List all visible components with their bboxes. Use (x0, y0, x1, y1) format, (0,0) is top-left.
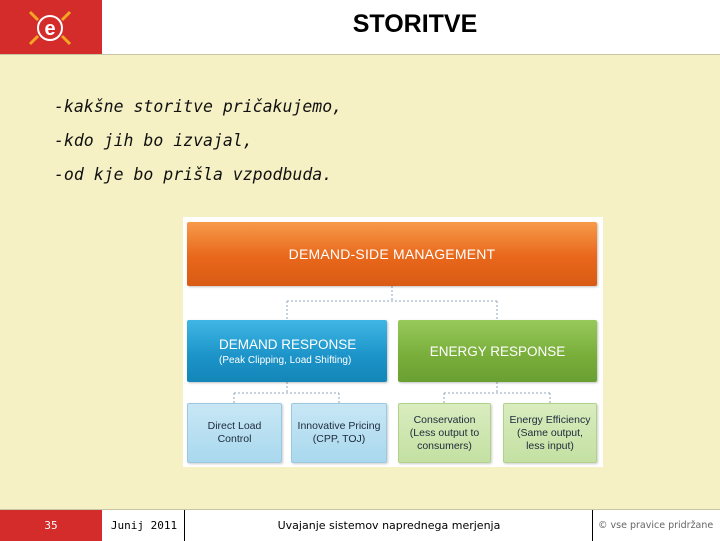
slide-title: STORITVE (352, 10, 478, 38)
leaf-line: Conservation (413, 413, 476, 426)
leaf-line: (Less output to (409, 426, 480, 439)
slide-header (0, 0, 720, 55)
leaf-line: less input) (526, 439, 574, 452)
footer-presentation-title: Uvajanje sistemov naprednega merjenja (186, 510, 593, 541)
bullet-list (54, 95, 342, 197)
demand-response-box (187, 320, 387, 382)
leaf-line: (CPP, TOJ) (312, 433, 366, 445)
logo-letter: e (44, 18, 56, 40)
leaf-line: consumers) (417, 439, 472, 452)
energy-response-box: ENERGY RESPONSE (398, 320, 597, 382)
leaf-conservation (398, 403, 491, 463)
leaf-line: (Same output, (517, 426, 583, 439)
e-logo-icon (0, 0, 102, 54)
leaf-line: Control (217, 433, 252, 445)
dsm-box: DEMAND-SIDE MANAGEMENT (187, 222, 597, 286)
bullet-item: -od kje bo prišla vzpodbuda. (54, 165, 333, 184)
leaf-innovative-pricing (291, 403, 387, 463)
leaf-direct-load-control (187, 403, 282, 463)
slide-footer (0, 509, 720, 541)
page-number: 35 (0, 510, 102, 541)
logo (0, 0, 102, 54)
dsm-diagram (183, 217, 603, 467)
demand-response-title: DEMAND RESPONSE (219, 336, 357, 352)
leaf-line: Direct Load (207, 420, 262, 432)
leaf-line: Energy Efficiency (509, 413, 591, 426)
bullet-item: -kakšne storitve pričakujemo, (54, 97, 343, 116)
demand-response-subtitle: (Peak Clipping, Load Shifting) (219, 354, 352, 366)
footer-date: Junij 2011 (104, 510, 185, 541)
leaf-line: Innovative Pricing (297, 420, 381, 432)
bullet-item: -kdo jih bo izvajal, (54, 131, 253, 150)
footer-copyright: © vse pravice pridržane (598, 520, 714, 531)
leaf-energy-efficiency (503, 403, 597, 463)
